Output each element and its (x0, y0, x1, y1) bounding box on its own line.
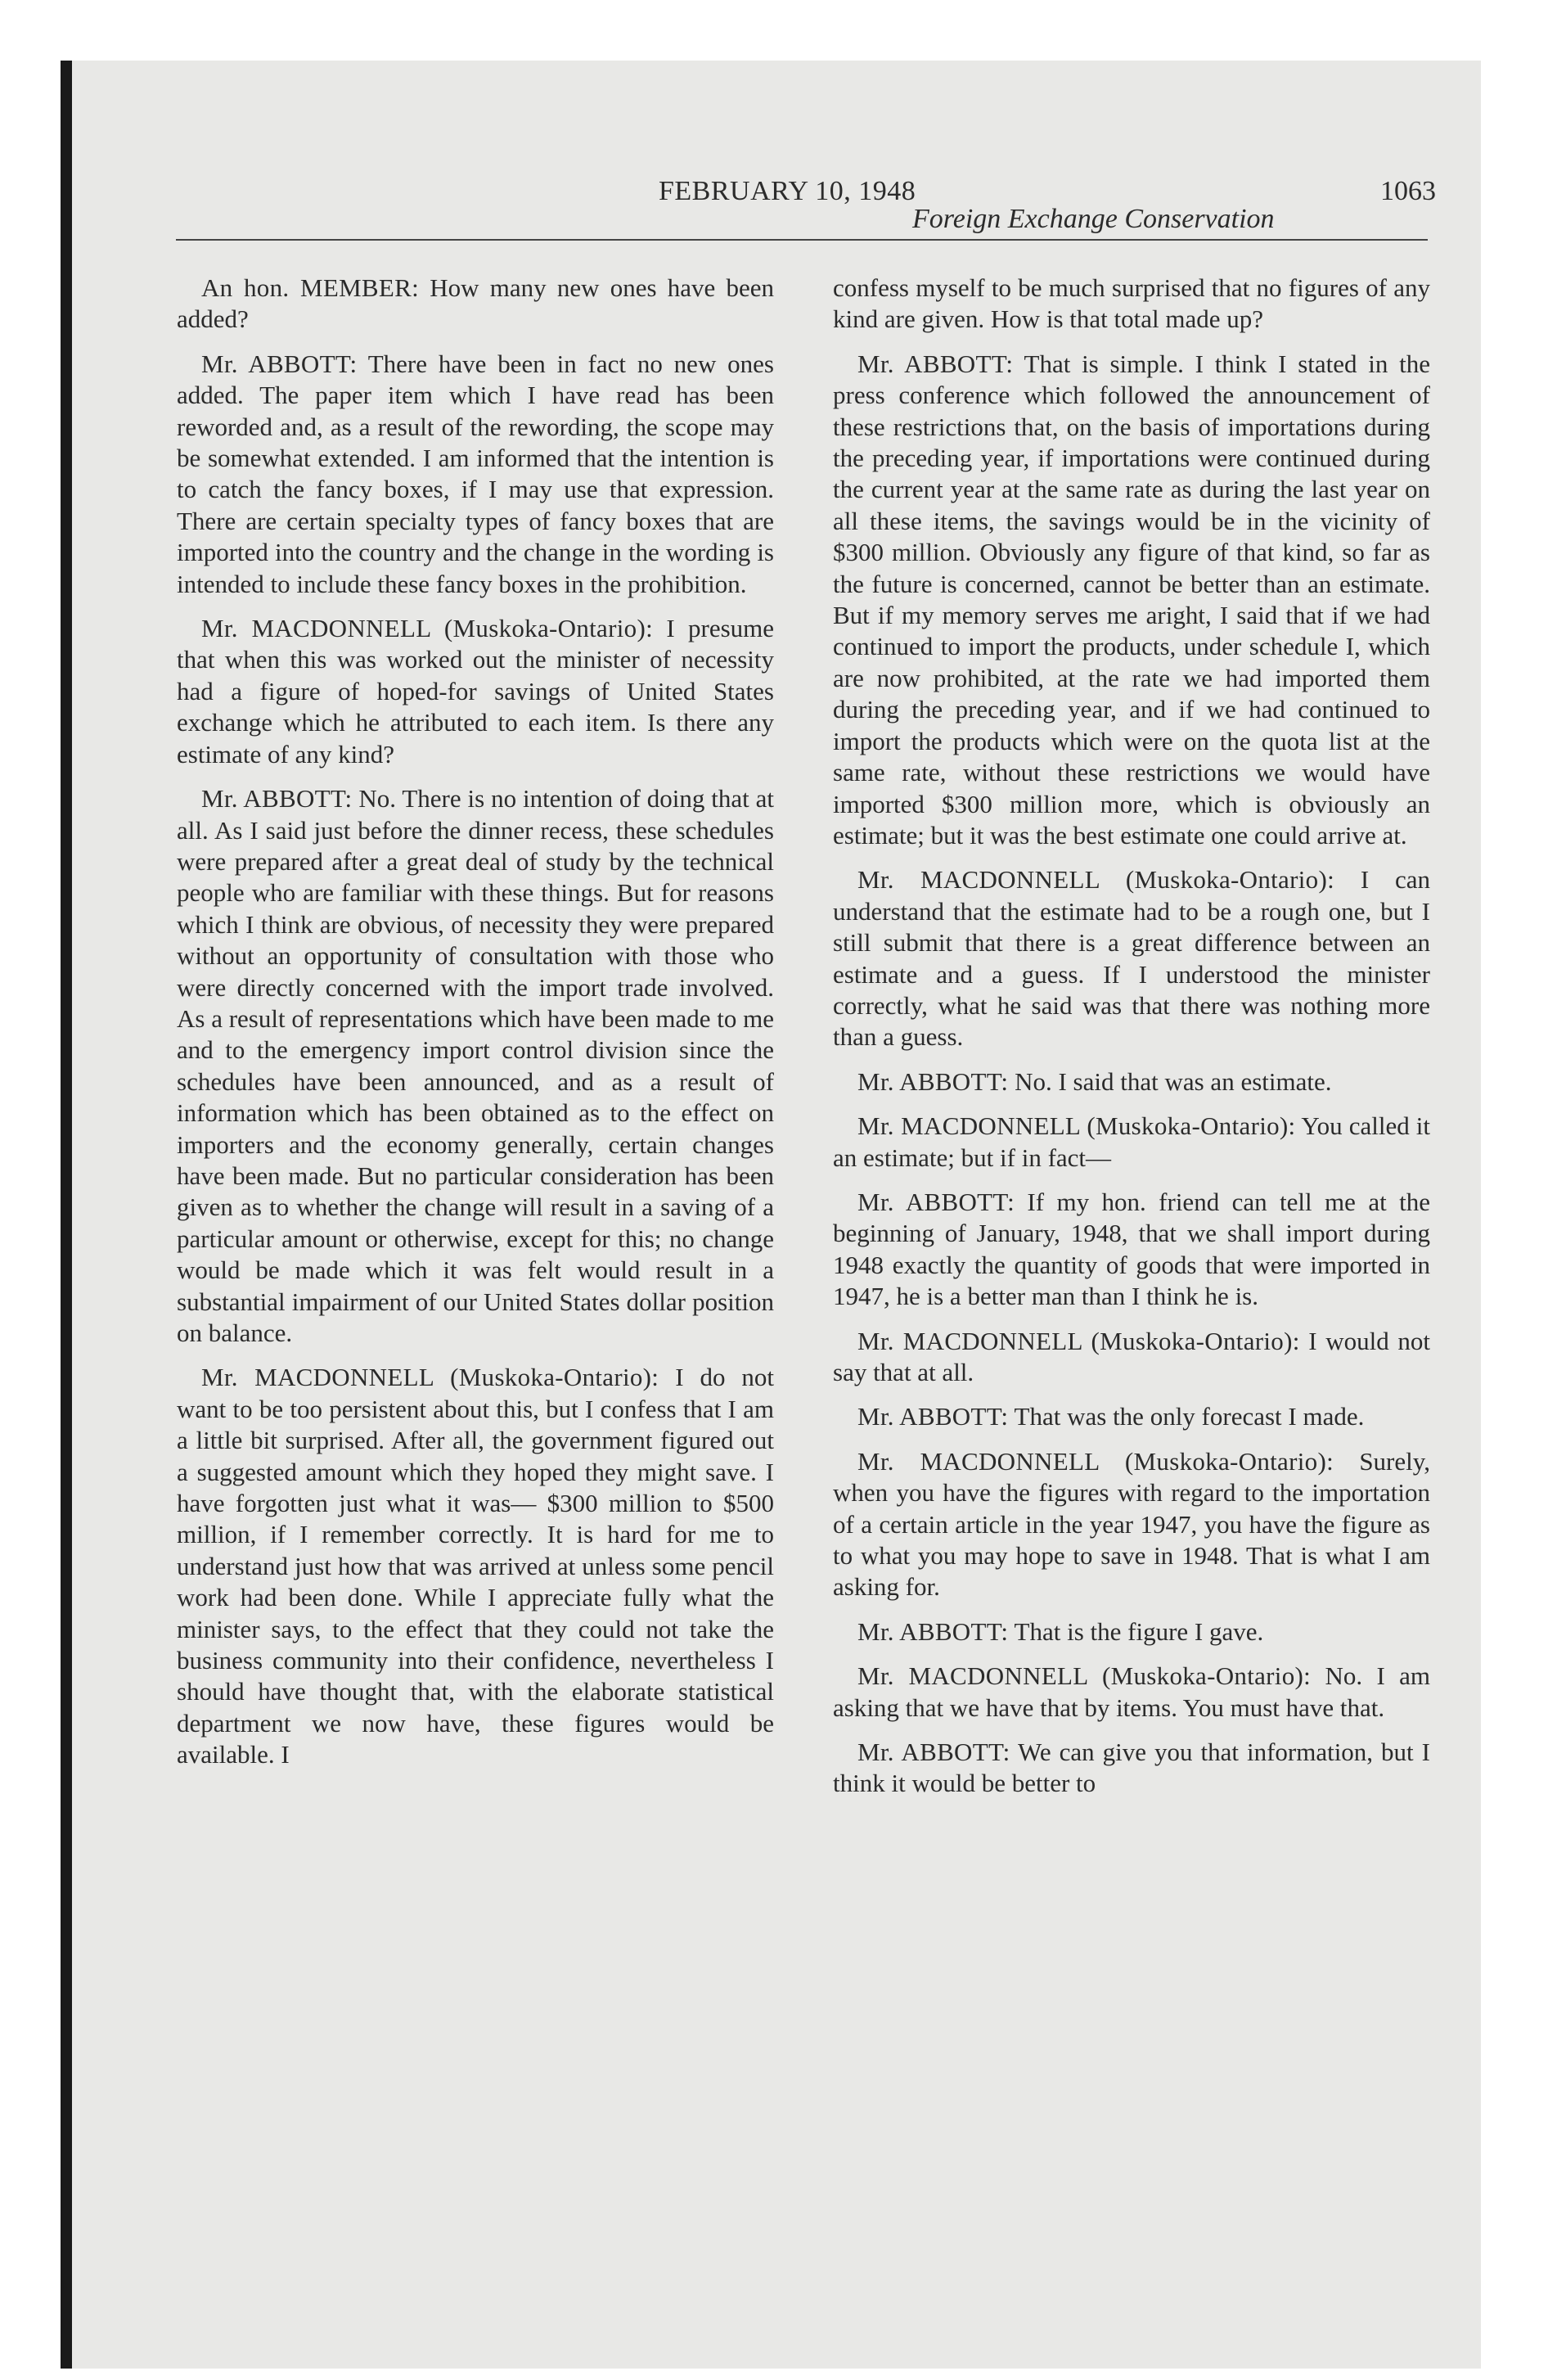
left-column (177, 273, 774, 1784)
speech-text: How many new ones have been added? (177, 273, 775, 334)
speaker-name: An hon. MEMBER: (201, 273, 420, 302)
speech-text: That was the only forecast I made. (1014, 1402, 1365, 1431)
speaker-name: Mr. ABBOTT: (857, 1066, 1009, 1096)
speech-text: I do not want to be too persistent about this, but I confess that I am a little bit surprised. After all, the government figured out a suggested amount which they hoped they might save. I have forgotten just what it was— $300 million to $500 million, if I remember correctly. It is hard for me to understand just how that was arrived at unless some pencil work had been done. While I appreciate fully what the minister says, to the effect that they could not take the business community into their confidence, nevertheless I should have thought that, with the elaborate statistical department we now have, these figures would be available. I (177, 1363, 775, 1769)
speaker-name: Mr. MACDONNELL (Muskoka-Ontario): (857, 1326, 1300, 1355)
speaker-name: Mr. ABBOTT: (857, 1402, 1009, 1431)
speech-text: You called it an estimate; but if in fact— (833, 1111, 1431, 1172)
speech-text: confess myself to be much surprised that no figures of any kind are given. How is that total made up? (833, 273, 1430, 334)
speech-paragraph (833, 1616, 1430, 1648)
speech-paragraph (177, 273, 774, 336)
speaker-name: Mr. MACDONNELL (Muskoka-Ontario): (857, 865, 1334, 895)
speech-paragraph (833, 273, 1430, 336)
speech-text: I can understand that the estimate had to be a rough one, but I still submit that there is a great difference between an estimate and a guess. If I understood the minister correctly, what he said was that there was nothing more than a guess. (833, 865, 1431, 1052)
header-date: FEBRUARY 10, 1948 (659, 176, 916, 206)
speaker-name: Mr. ABBOTT: (857, 1616, 1009, 1646)
speaker-name: Mr. MACDONNELL (Muskoka-Ontario): (201, 1363, 659, 1392)
speech-paragraph (833, 1737, 1430, 1800)
speech-text: Surely, when you have the figures with regard to the importation of a certain article in the year 1947, you have the figure as to what you may hope to save in 1948. That is what I am asking for. (833, 1446, 1430, 1602)
speech-paragraph (177, 783, 774, 1349)
page-number: 1063 (1380, 176, 1436, 206)
speech-text: We can give you that information, but I think it would be better to (833, 1738, 1430, 1798)
speech-paragraph (833, 1401, 1430, 1432)
speech-text: There have been in fact no new ones added. The paper item which I have read has been reworded and, as a result of the rewording, the scope may be somewhat extended. I am informed that the intention is to catch the fancy boxes, if I may use that expression. There are certain specialty types of fancy boxes that are imported into the country and the change in the wording is intended to include these fancy boxes in the prohibition. (177, 349, 774, 598)
speech-paragraph (833, 1661, 1430, 1724)
speech-text: That is the figure I gave. (1014, 1616, 1264, 1646)
speech-text: No. I said that was an estimate. (1015, 1066, 1332, 1096)
speaker-name: Mr. ABBOTT: (201, 349, 358, 378)
speech-paragraph (833, 1446, 1430, 1603)
speech-paragraph (177, 613, 774, 770)
header-rule (176, 239, 1428, 241)
speech-paragraph (177, 1362, 774, 1770)
speech-paragraph (833, 1111, 1430, 1174)
speech-text: No. I am asking that we have that by items. You must have that. (833, 1661, 1431, 1722)
speech-paragraph (833, 864, 1430, 1053)
speech-paragraph (833, 1187, 1430, 1313)
speaker-name: Mr. MACDONNELL (Muskoka-Ontario): (201, 614, 653, 643)
speaker-name: Mr. MACDONNELL (Muskoka-Ontario): (857, 1661, 1312, 1691)
speaker-name: Mr. ABBOTT: (857, 349, 1014, 378)
page-binding-edge (61, 61, 72, 2369)
speaker-name: Mr. MACDONNELL (Muskoka-Ontario): (857, 1446, 1334, 1476)
speech-text: I would not say that at all. (833, 1326, 1431, 1386)
speech-text: I presume that when this was worked out the minister of necessity had a figure of hoped-for savings of United States exchange which he attributed to each item. Is there any estimate of any kind? (177, 614, 775, 769)
speech-text: That is simple. I think I stated in the press conference which followed the announcement of these restrictions that, on the basis of importations during the preceding year, if importations were continued during the current year at the same rate as during the last year on all these items, the savings would be in the vicinity of $300 million. Obviously any figure of that kind, so far as the future is concerned, cannot be better than an estimate. But if my memory serves me aright, I said that if we had continued to import the products, under schedule I, which are now prohibited, at the rate we had imported them during the preceding year, and if we had continued to import the products which were on the quota list at the same rate, without these restrictions we would have imported $300 million more, which is obviously an estimate; but it was the best estimate one could arrive at. (833, 349, 1430, 850)
right-column (833, 273, 1430, 1813)
speaker-name: Mr. MACDONNELL (Muskoka-Ontario): (857, 1111, 1296, 1141)
speaker-name: Mr. ABBOTT: (201, 784, 353, 814)
section-title: Foreign Exchange Conservation (912, 204, 1275, 234)
speech-paragraph (833, 1066, 1430, 1098)
speaker-name: Mr. ABBOTT: (857, 1738, 1010, 1767)
speech-paragraph (833, 1326, 1430, 1389)
speech-paragraph (833, 349, 1430, 852)
speech-text: If my hon. friend can tell me at the beginning of January, 1948, that we shall import during 1948 exactly the quantity of goods that were imported in 1947, he is a better man than I think he is. (833, 1187, 1430, 1311)
speaker-name: Mr. ABBOTT: (857, 1187, 1015, 1216)
speech-text: No. There is no intention of doing that at all. As I said just before the dinner recess, these schedules were prepared after a great deal of study by the technical people who are familiar with these things. But for reasons which I think are obvious, of necessity they were prepared without an opportunity of consultation with those who were directly concerned with the import trade involved. As a result of representations which have been made to me and to the emergency import control division since the schedules have been announced, and as a result of information which has been obtained as to the effect on importers and the economy generally, certain changes have been made. But no particular consideration has been given as to whether the change will result in a saving of a particular amount or otherwise, except for this; no change would be made which it was felt would result in a substantial impairment of our United States dollar position on balance. (177, 784, 774, 1347)
speech-paragraph (177, 349, 774, 600)
